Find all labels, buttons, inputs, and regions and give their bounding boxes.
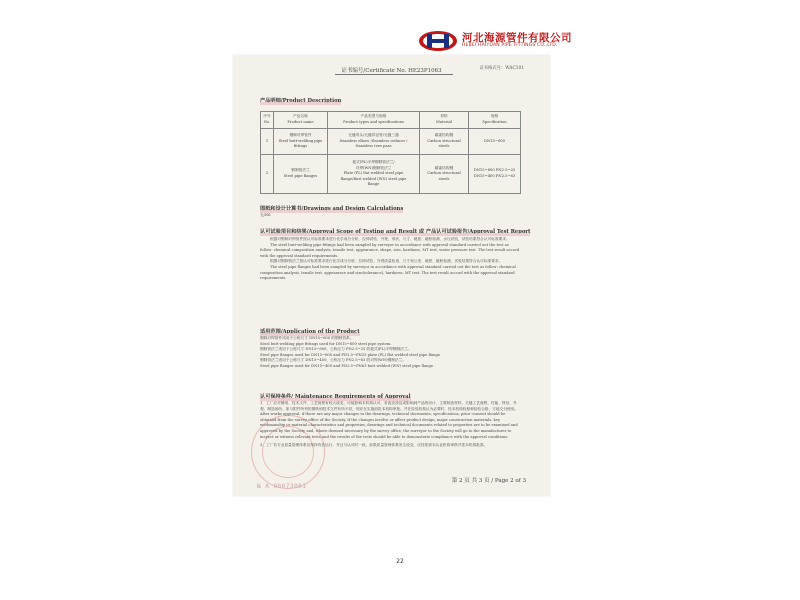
company-logo-icon bbox=[418, 30, 458, 52]
row-material: 碳素结构钢 Carbon structural steels bbox=[420, 129, 469, 155]
row-no: 1 bbox=[261, 129, 274, 155]
serial-number: № A 00073001 bbox=[257, 483, 307, 490]
certificate-page bbox=[233, 55, 550, 496]
row-material: 碳素结构钢 Carbon structural steels bbox=[420, 155, 469, 194]
header-type: 产品类型与规格 Product types and specifications bbox=[328, 112, 420, 129]
product-description-title: 产品明细/Product Description bbox=[260, 98, 342, 104]
header-name: 产品名称 Product name bbox=[274, 112, 328, 129]
row-spec: DN15~600 bbox=[469, 129, 521, 155]
row-spec: DN15~600 PN2.5~25 DN15~400 PN2.5~63 bbox=[469, 155, 521, 194]
row-no: 2 bbox=[261, 155, 274, 194]
table-row bbox=[261, 129, 521, 155]
company-name-en: HEBEI HAIYUAN PIPE FITTINGS CO.,LTD. bbox=[462, 43, 558, 48]
row-type: 无缝弯头/无缝异径管/无缝三通 Seamless elbow /Seamless reducer / Seamless tees pass bbox=[328, 129, 420, 155]
document-page-number: 22 bbox=[396, 558, 404, 565]
header-no: 序号 No. bbox=[261, 112, 274, 129]
company-name-cn: 河北海源管件有限公司 bbox=[462, 32, 572, 44]
table-header-row bbox=[261, 112, 521, 129]
maintenance-title: 认可保持条件/ Maintenance Requirements of Approval bbox=[260, 394, 411, 400]
row-type: 板式(PL)平焊钢制管法兰/ 对焊(WN)钢制管法兰 Plate (PL) flat welded steel pipe flange/Butt welded (WN) steel pipe flange bbox=[328, 155, 420, 194]
table-row bbox=[261, 155, 521, 194]
row-name: 钢制对焊管件 Steel butt-welding pipe fittings bbox=[274, 129, 328, 155]
maintenance-text: 1．工厂应对图纸、技术文件、工艺规程有较大改变、可能影响本机构认可，若改变涉及或影响到产品的设计、主要制造材料、关键工艺流程、性能、特征、外观、制造场所、如与附件所列的图纸和技术文件有所不同，则应在实施前报本机构审批。并在检验机构认为必要时，经本机构验船师检验合格，方能交付使用。 After works approval, if there are any major changes to the drawings, technical documents, specifications, prior consent should be obtained from the survey office of the Society. If the changes involve or affect product design, major construction materials, key workmanship or material characteristics and properties, drawings and technical documents related to properties are to be examined and approved by the Society and, where deemed necessary by the survey office, the surveyor to the Society will go to the manufacturer to inspect or witness relevant tests and the results of the tests should be able to demonstrate compliance with the approval conditions. 2．工厂若专业质量管理体系应保持有效运行，并且与认可时一致。如果质量管理体系发生改变，应经报请本认证机构审核并报本机构批准。 bbox=[260, 401, 519, 448]
company-logo bbox=[418, 30, 572, 54]
seal-stamp bbox=[251, 415, 325, 489]
drawings-title: 图纸和设计计算书/Drawings and Design Calculations bbox=[260, 206, 404, 212]
application-title: 适用范围/Application of the Product bbox=[260, 329, 360, 335]
approval-scope-text: 根据对钢制对焊管件按认可标准要求进行化学成分分析、拉伸试验、外观、形状、尺寸、硬度、磁粉检测、水压试验，试验结果符合认可标准要求。 The steel butt-welding pipe fittings had been sampled by surveyor in accordance with approval standard carried out the test as follow: chemical composition analysis, tensile test, appearance, shape, size, hardness, MT test, water pressure test. The test result accord with the approval standard requirements. 根据对钢制管法兰按认可标准要求进行化学成分分析、拉伸试验、外观质量检查、尺寸和公差、硬度、磁粉检测，试验结果符合认可标准要求。 The steel pipe flanges had been sampled by surveyor in accordance with approval standard carried out the test as follow: chemical composition analysis, tensile test, appearance and size(tolerance), hardness, MT test. The test result accord with the approval standard requirements. bbox=[260, 237, 520, 281]
header-spec: 规格 Specification bbox=[469, 112, 521, 129]
header-material: 材料 Material bbox=[420, 112, 469, 129]
approval-scope-title: 认可试验项目和结果/Approval Scope of Testing and Result 或 产品认可试验报告/Approval Test Report bbox=[260, 229, 531, 235]
drawings-value: 无/Nil bbox=[260, 213, 271, 217]
application-text: 钢制对焊管件适用于公称尺寸 DN15~600 的钢制管系。 Steel butt-welding pipe fittings used for DN15~600 steel pipe system. 钢制管法兰适用于公称尺寸 DN15~600、公称压力 PN2.5~25 的板式(PL)平焊钢制法兰。 Steel pipe flanges used for DN15~600 and PN2.5~PN25 plate (PL) flat welded steel pipe flange 钢制管法兰适用于公称尺寸 DN15~400、公称压力 PN2.5~63 的对焊(WN)钢制法兰。 Steel pipe flanges used for DN15~400 and PN2.5~PN63 butt welded (WN) steel pipe flange . bbox=[260, 336, 441, 368]
page-indicator: 第 2 页 共 3 页 / Page 2 of 3 bbox=[451, 478, 526, 484]
product-description-table bbox=[260, 111, 521, 194]
certificate-number: 证书编号/Certificate No. HE23P1063 bbox=[233, 66, 550, 74]
certificate-form-code: 证书格式号：WAC101 bbox=[479, 66, 524, 71]
row-name: 钢制管法兰 Steel pipe flanges bbox=[274, 155, 328, 194]
